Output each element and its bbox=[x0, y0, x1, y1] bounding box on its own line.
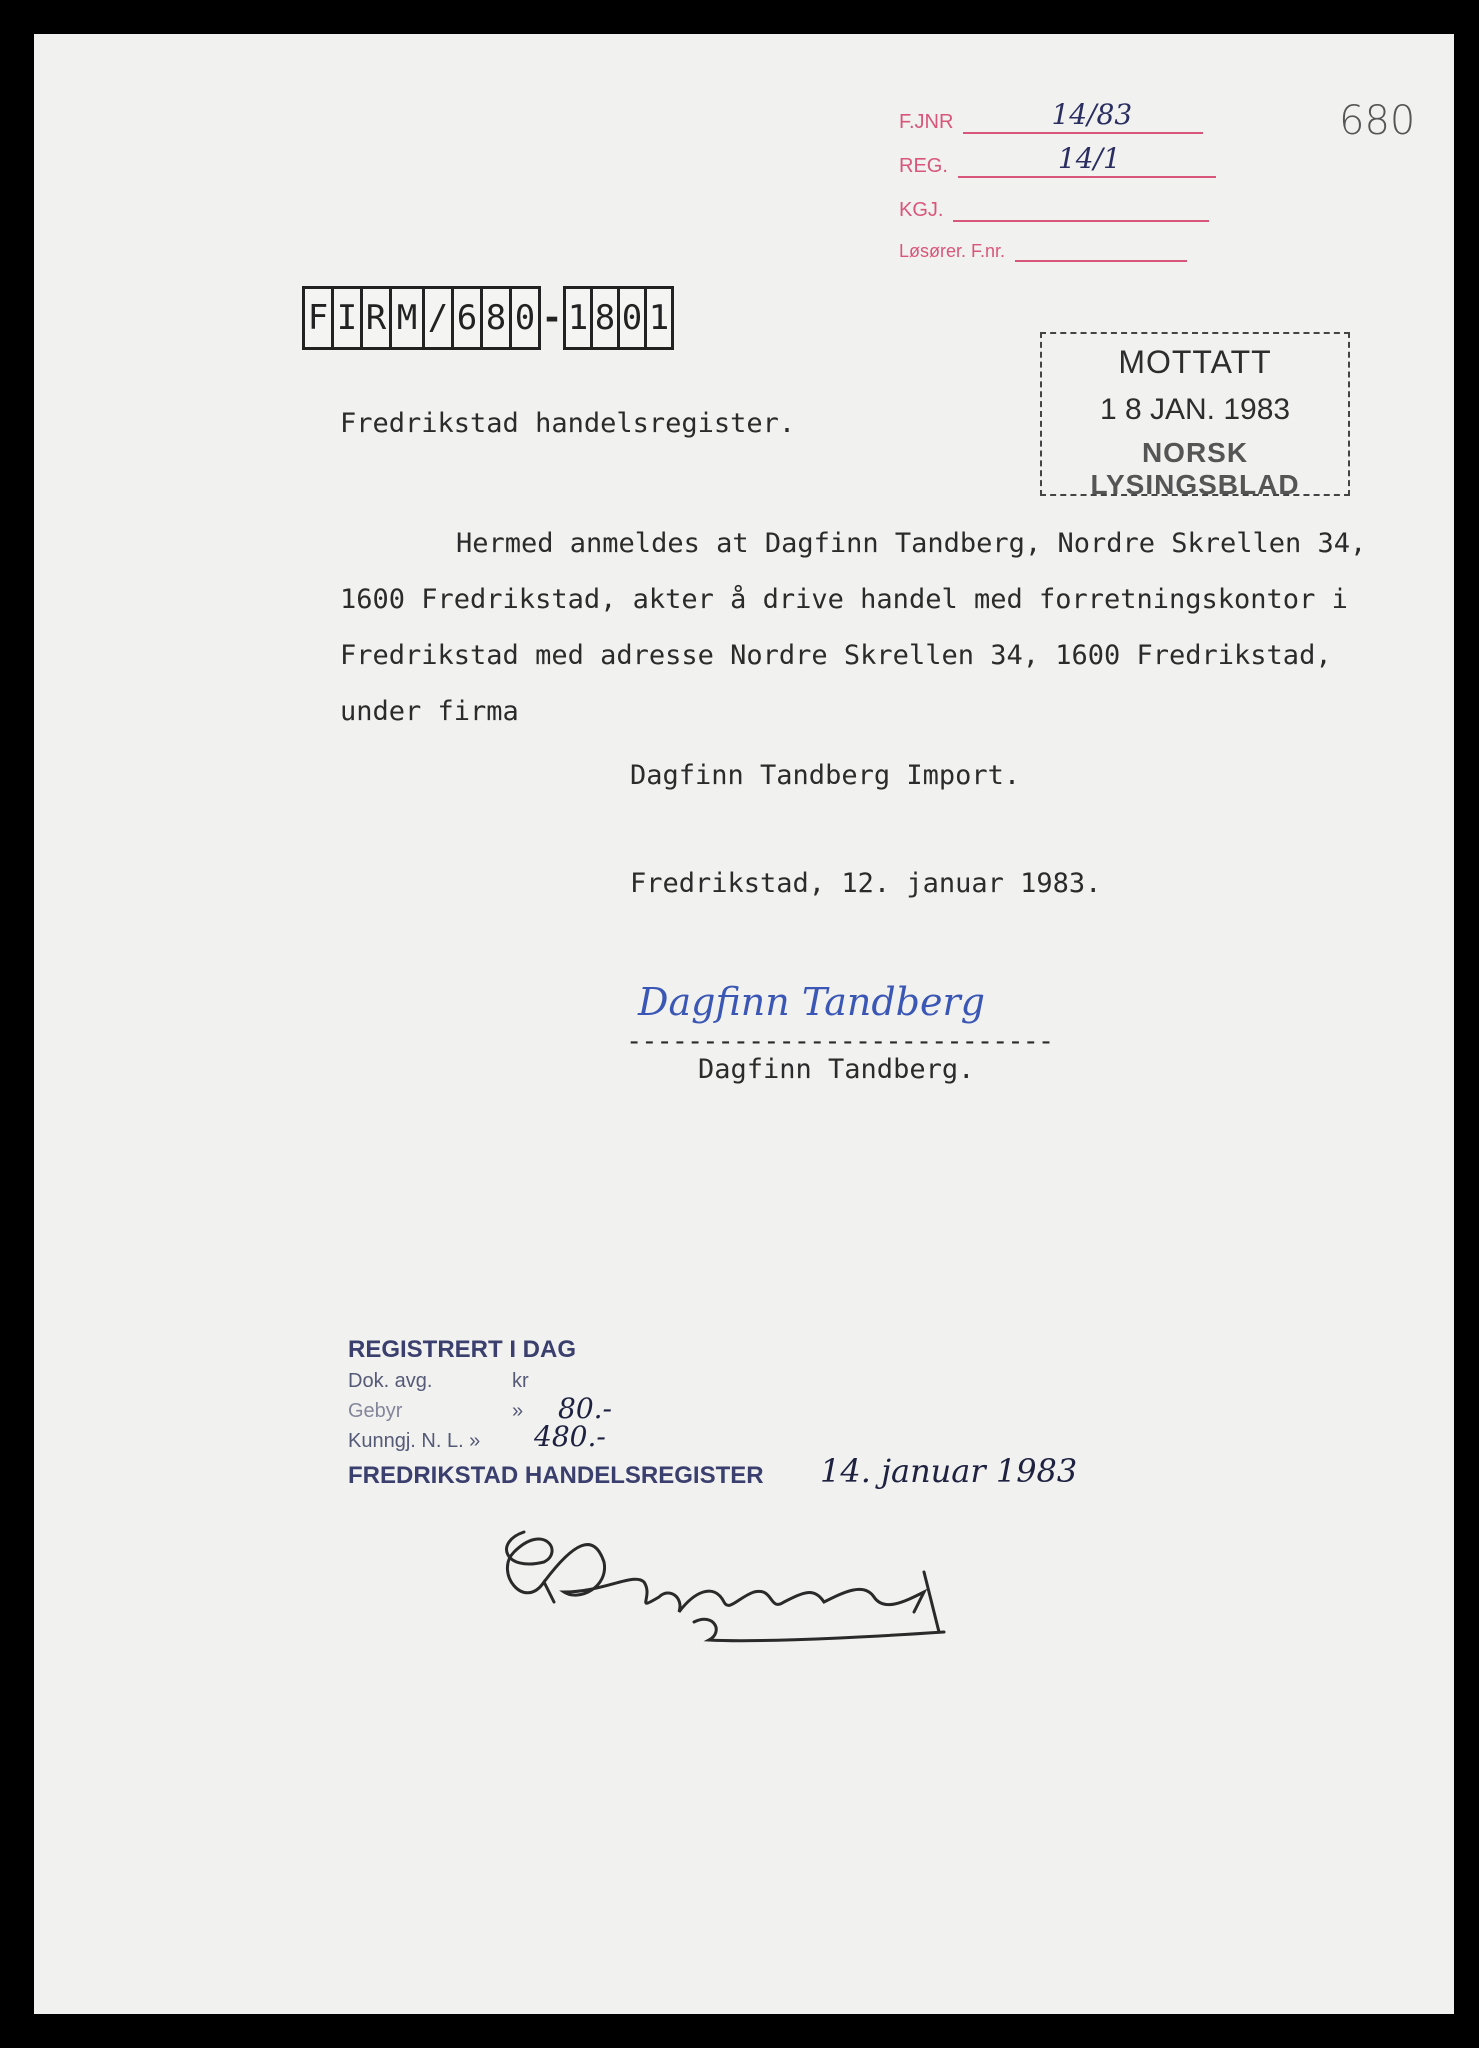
reg-row bbox=[899, 142, 1216, 178]
page-number: 680 bbox=[1339, 98, 1416, 144]
gebyr-value: 80.- bbox=[558, 1392, 612, 1425]
firm-slash: / bbox=[425, 286, 454, 350]
firm-digit-6: 6 bbox=[454, 286, 483, 350]
firm-digit-0: 0 bbox=[512, 286, 541, 350]
signatory-name: Dagfinn Tandberg. bbox=[698, 1054, 975, 1085]
firm-dash: - bbox=[541, 298, 563, 338]
losorer-row bbox=[899, 238, 1187, 262]
firm-digit-8: 8 bbox=[483, 286, 512, 350]
firm-suffix-8: 8 bbox=[593, 286, 620, 350]
applicant-signature: Dagfinn Tandberg bbox=[638, 980, 985, 1024]
received-stamp-title: MOTTATT bbox=[1118, 344, 1272, 380]
firm-letter-m: M bbox=[392, 286, 425, 350]
received-stamp bbox=[1040, 332, 1350, 500]
body-line-4: under firma bbox=[340, 696, 519, 727]
kunngj-label: Kunngj. N. L. » bbox=[348, 1430, 481, 1452]
kgj-label: KGJ. bbox=[899, 199, 944, 221]
body-line-1: Hermed anmeldes at Dagfinn Tandberg, Nordre Skrellen 34, bbox=[456, 528, 1367, 559]
losorer-line bbox=[1015, 238, 1187, 262]
fjnr-label: F.JNR bbox=[899, 111, 954, 133]
body-line-3: Fredrikstad med adresse Nordre Skrellen 34, 1600 Fredrikstad, bbox=[340, 640, 1332, 671]
firm-suffix-1b: 1 bbox=[647, 286, 674, 350]
kgj-line bbox=[953, 194, 1209, 222]
gebyr-mark: » bbox=[512, 1400, 524, 1422]
reg-line bbox=[958, 142, 1216, 178]
signature-line: ---------------------------- bbox=[626, 1026, 1054, 1057]
dok-avg-label: Dok. avg. bbox=[348, 1370, 433, 1392]
firm-letter-i: I bbox=[334, 286, 363, 350]
firm-suffix-0: 0 bbox=[620, 286, 647, 350]
register-name: FREDRIKSTAD HANDELSREGISTER bbox=[348, 1462, 764, 1489]
firm-name: Dagfinn Tandberg Import. bbox=[630, 760, 1021, 791]
received-stamp-date: 1 8 JAN. 1983 bbox=[1099, 393, 1291, 426]
reg-label: REG. bbox=[899, 155, 948, 177]
kunngj-value: 480.- bbox=[534, 1420, 606, 1453]
registration-date: 14. januar 1983 bbox=[820, 1452, 1078, 1490]
addressee: Fredrikstad handelsregister. bbox=[340, 408, 796, 439]
fjnr-row bbox=[899, 98, 1203, 134]
firm-letter-r: R bbox=[363, 286, 392, 350]
losorer-label: Løsører. F.nr. bbox=[899, 241, 1006, 261]
place-date: Fredrikstad, 12. januar 1983. bbox=[630, 868, 1102, 899]
firm-letter-f: F bbox=[302, 286, 334, 350]
registrar-signature bbox=[484, 1502, 1004, 1652]
firm-code-box bbox=[302, 286, 674, 350]
fjnr-line bbox=[963, 98, 1203, 134]
body-line-2: 1600 Fredrikstad, akter å drive handel med forretningskontor i bbox=[340, 584, 1348, 615]
firm-suffix-1: 1 bbox=[563, 286, 593, 350]
kgj-row bbox=[899, 194, 1209, 222]
registered-title: REGISTRERT I DAG bbox=[348, 1336, 577, 1363]
dok-avg-unit: kr bbox=[512, 1370, 529, 1392]
fjnr-value: 14/83 bbox=[1051, 98, 1133, 131]
document-page bbox=[34, 34, 1454, 2014]
reg-value: 14/1 bbox=[1057, 142, 1121, 175]
received-stamp-org: NORSK LYSINGSBLAD bbox=[1090, 437, 1300, 500]
gebyr-label: Gebyr bbox=[348, 1400, 403, 1422]
